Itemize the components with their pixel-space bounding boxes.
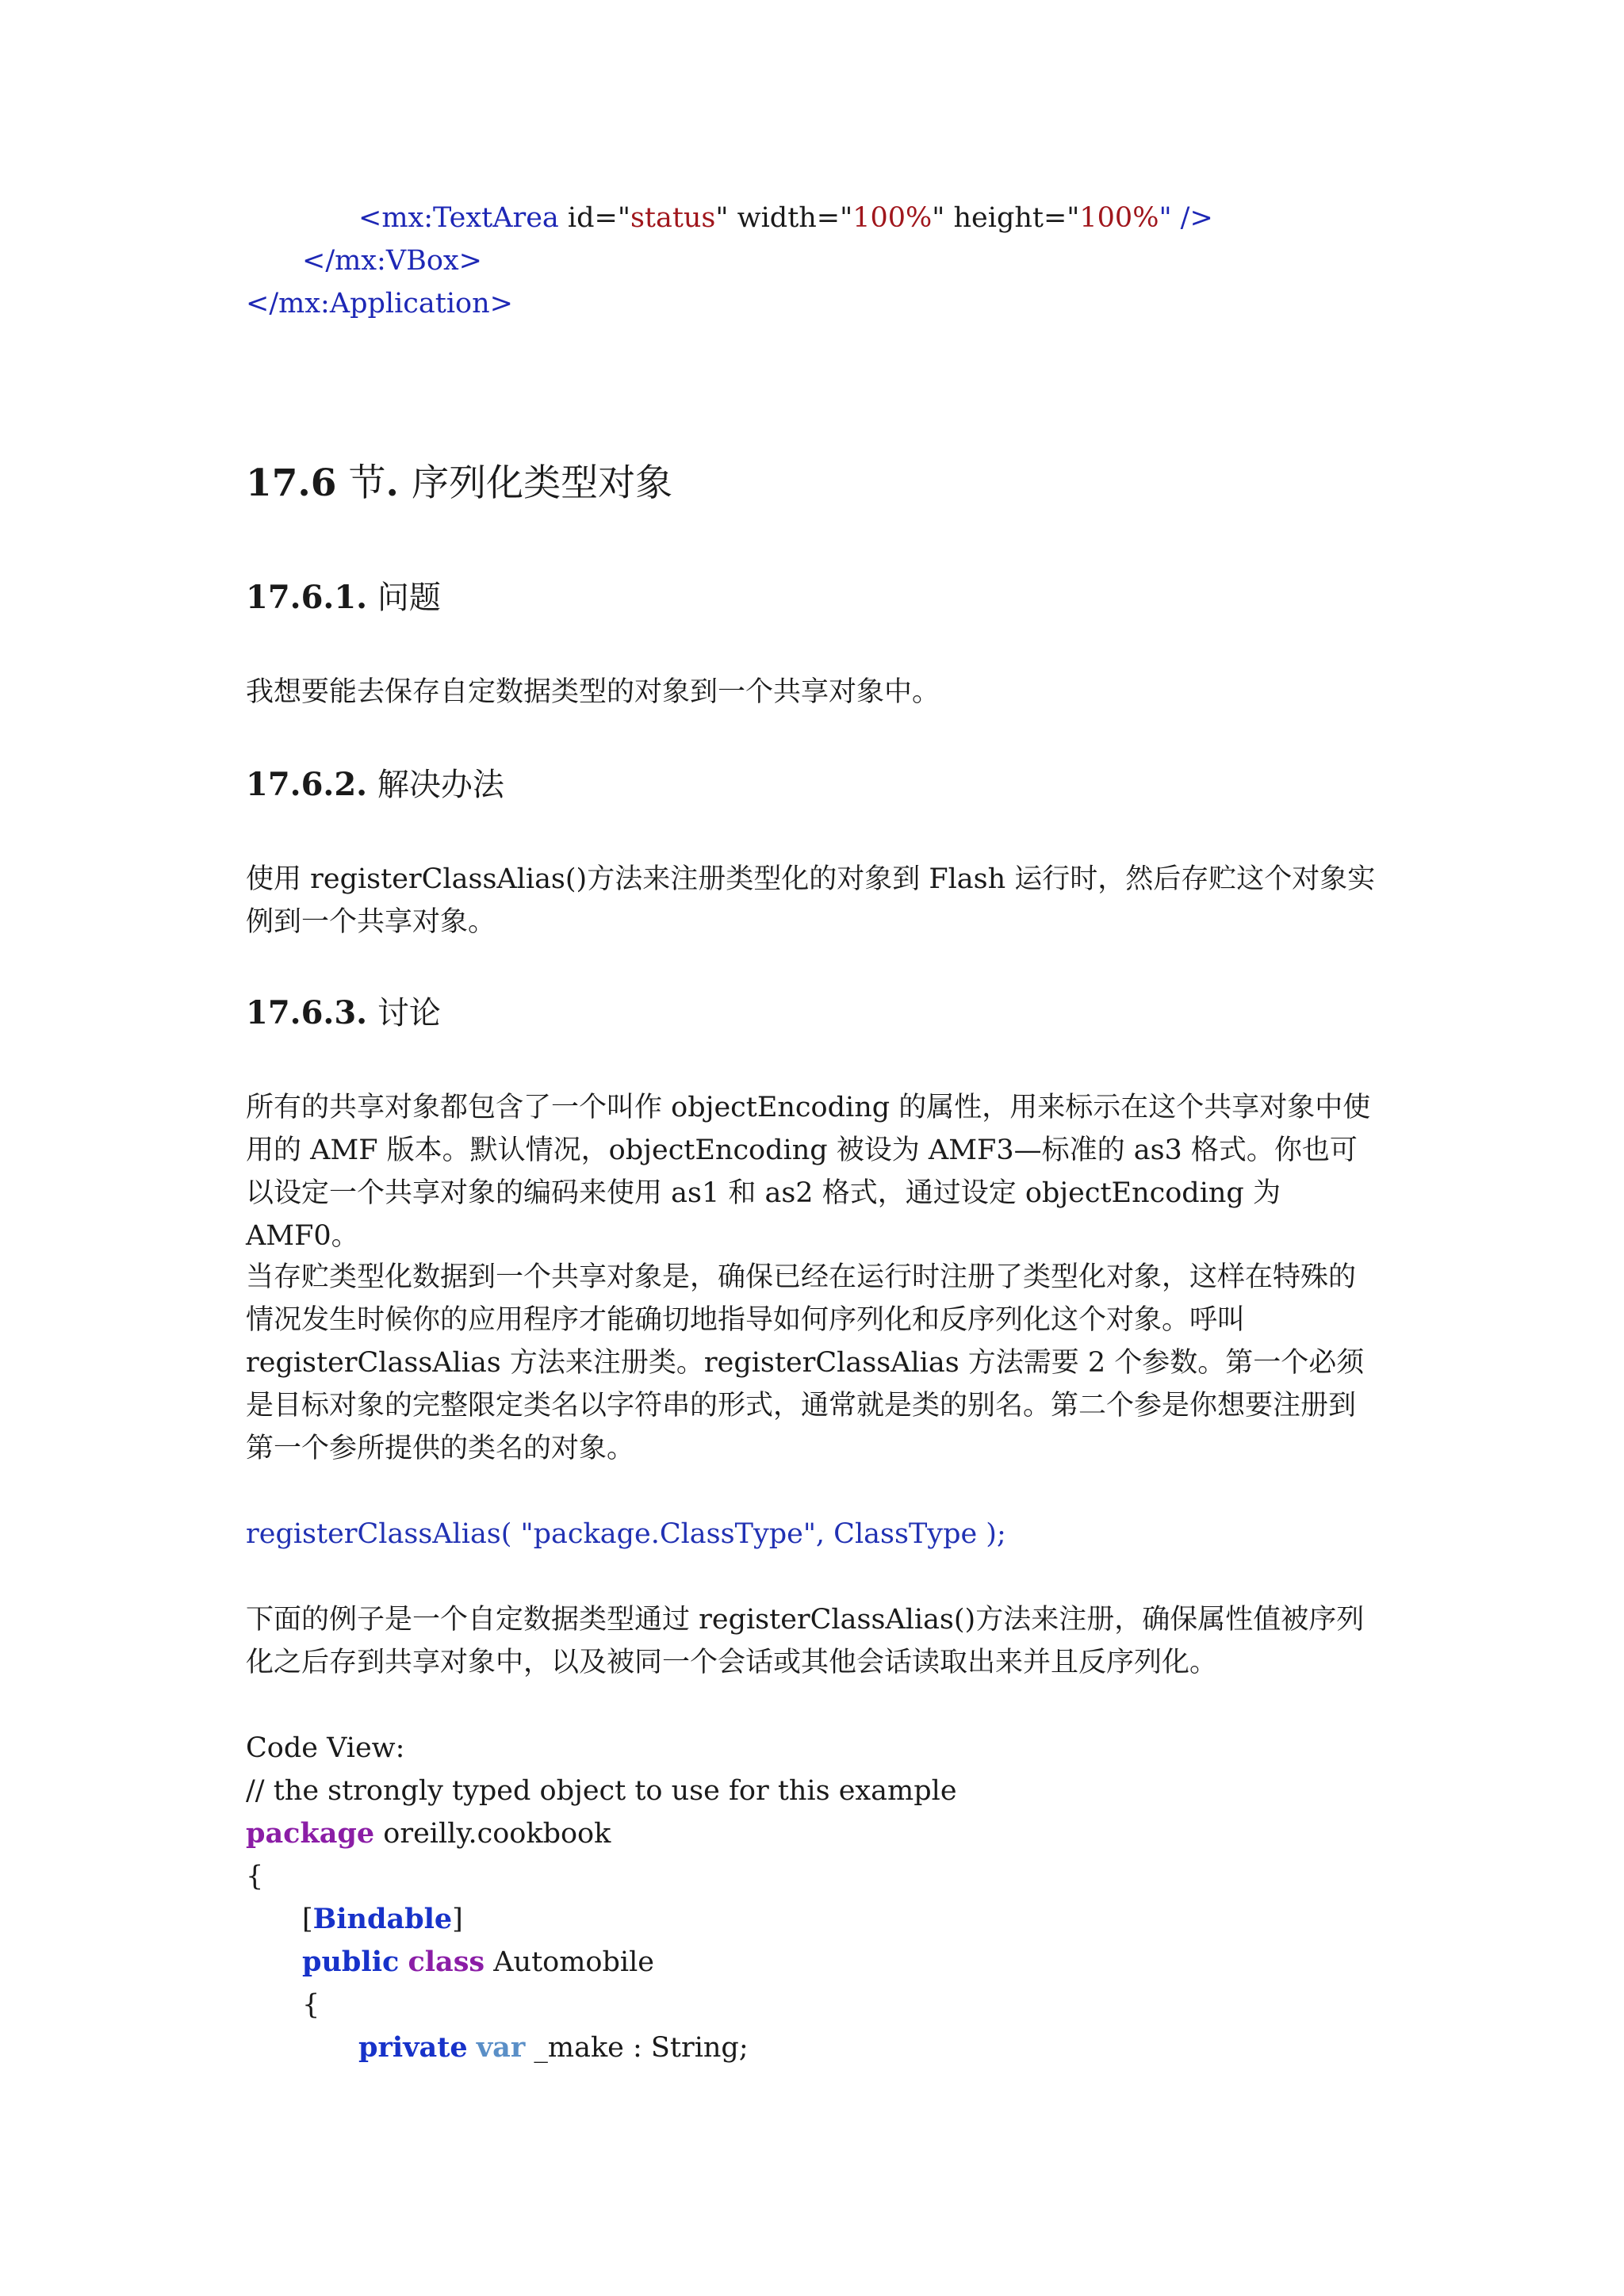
paragraph-discussion-1: 所有的共享对象都包含了一个叫作 objectEncoding 的属性，用来标示在这个共享对象中使用的 AMF 版本。默认情况，objectEncoding 被设为 AMF3—标准的 as3 格式。你也可以设定一个共享对象的编码来使用 as1 和 as2 格式，通过设定 objectEncoding 为 AMF0。 bbox=[246, 1092, 1371, 1252]
code-bindable-line: [Bindable] bbox=[302, 1903, 463, 1935]
code-brace-open-2: { bbox=[302, 1989, 320, 2021]
code-class-line: public class Automobile bbox=[302, 1946, 654, 1978]
code-register-alias: registerClassAlias( "package.ClassType", ClassType ); bbox=[246, 1518, 1006, 1550]
code-line-application-close: </mx:Application> bbox=[246, 288, 513, 320]
code-line-vbox-close: </mx:VBox> bbox=[302, 245, 482, 277]
paragraph-solution: 使用 registerClassAlias()方法来注册类型化的对象到 Flash 运行时，然后存贮这个对象实例到一个共享对象。 bbox=[246, 863, 1376, 938]
subheading-solution: 17.6.2. 解决办法 bbox=[246, 766, 504, 803]
paragraph-example: 下面的例子是一个自定数据类型通过 registerClassAlias()方法来注册，确保属性值被序列化之后存到共享对象中，以及被同一个会话或其他会话读取出来并且反序列化。 bbox=[246, 1604, 1365, 1678]
code-view-label: Code View: bbox=[246, 1732, 405, 1764]
code-line-textarea: <mx:TextArea id="status" width="100%" height="100%" /> bbox=[358, 202, 1213, 234]
section-heading: 17.6 节. 序列化类型对象 bbox=[246, 461, 673, 505]
subheading-problem: 17.6.1. 问题 bbox=[246, 579, 441, 616]
code-package-line: package oreilly.cookbook bbox=[246, 1817, 611, 1850]
subheading-discussion: 17.6.3. 讨论 bbox=[246, 994, 441, 1031]
paragraph-problem: 我想要能去保存自定数据类型的对象到一个共享对象中。 bbox=[246, 676, 940, 708]
paragraph-discussion-2: 当存贮类型化数据到一个共享对象是，确保已经在运行时注册了类型化对象，这样在特殊的情况发生时候你的应用程序才能确切地指导如何序列化和反序列化这个对象。呼叫 registerClassAlias 方法来注册类。registerClassAlias 方法需要 2 个参数。第一个必须是目标对象的完整限定类名以字符串的形式，通常就是类的别名。第二个参是你想要注册到第一个参所提供的类名的对象。 bbox=[246, 1261, 1365, 1464]
code-field-line: private var _make : String; bbox=[358, 2031, 749, 2064]
code-brace-open: { bbox=[246, 1861, 264, 1892]
code-comment: // the strongly typed object to use for this example bbox=[246, 1775, 957, 1807]
